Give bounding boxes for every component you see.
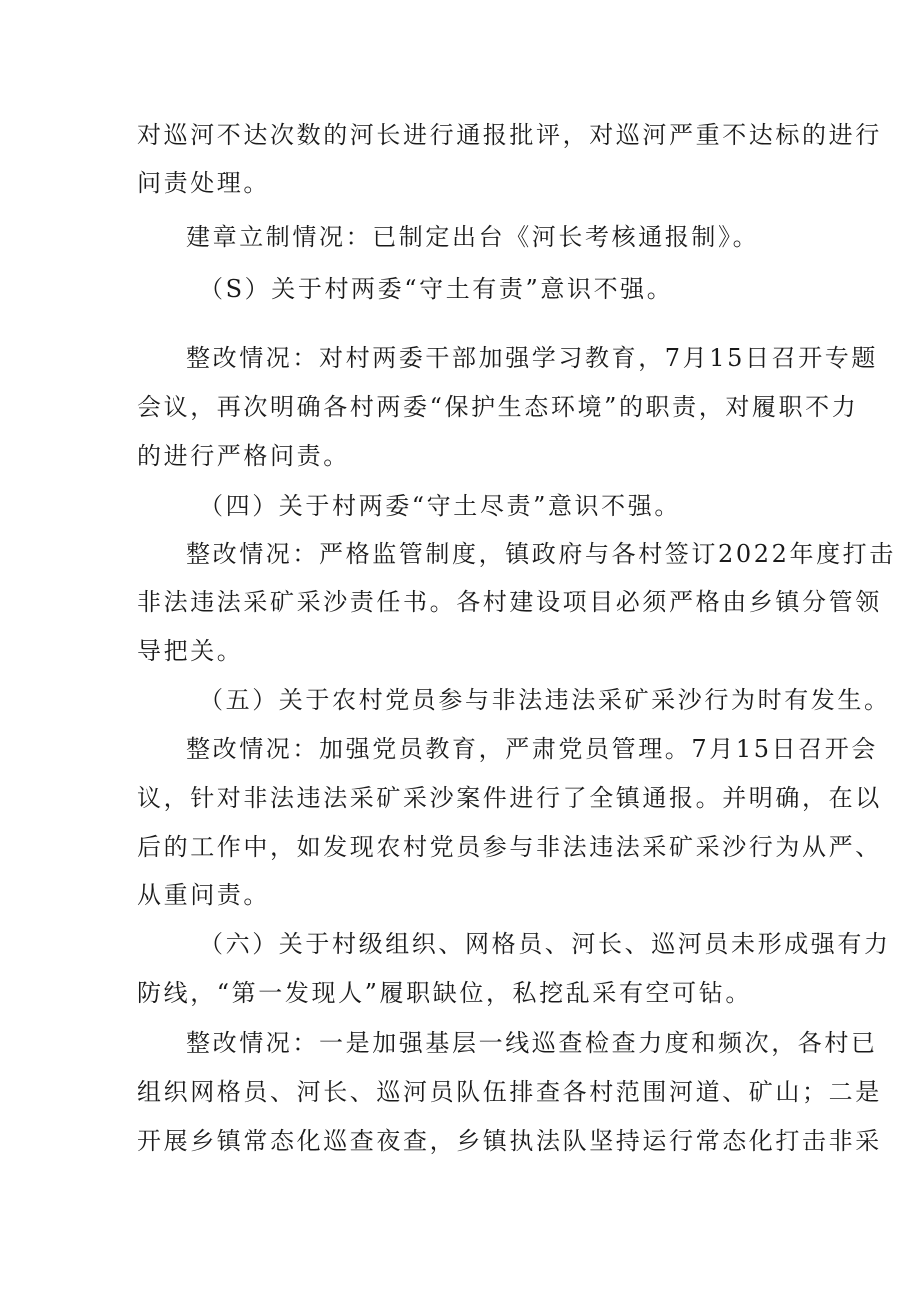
section-heading-continued: 防线，“第一发现人”履职缺位，私挖乱采有空可钻。: [137, 979, 752, 1007]
body-line: 导把关。: [137, 637, 244, 665]
body-line: 问责处理。: [137, 169, 270, 197]
body-line: 后的工作中，如发现农村党员参与非法违法采矿采沙行为从严、: [137, 833, 882, 861]
body-line: 从重问责。: [137, 881, 270, 909]
body-line: 非法违法采矿采沙责任书。各村建设项目必须严格由乡镇分管领: [137, 588, 882, 616]
section-heading: （五）关于农村党员参与非法违法采矿采沙行为时有发生。: [199, 686, 891, 714]
body-line: 整改情况：加强党员教育，严肃党员管理。7月15日召开会: [186, 735, 879, 763]
body-line: 建章立制情况：已制定出台《河长考核通报制》。: [186, 223, 760, 251]
body-line: 对巡河不达次数的河长进行通报批评，对巡河严重不达标的进行: [137, 121, 882, 149]
body-line: 整改情况：严格监管制度，镇政府与各村签订2022年度打击: [186, 540, 896, 568]
body-line: 整改情况：对村两委干部加强学习教育，7月15日召开专题: [186, 344, 879, 372]
section-heading: （S）关于村两委“守土有责”意识不强。: [199, 275, 674, 303]
body-line: 会议，再次明确各村两委“保护生态环境”的职责，对履职不力: [137, 393, 859, 421]
section-heading: （六）关于村级组织、网格员、河长、巡河员未形成强有力: [199, 930, 891, 958]
body-line: 的进行严格问责。: [137, 442, 350, 470]
body-line: 开展乡镇常态化巡查夜查，乡镇执法队坚持运行常态化打击非采: [137, 1127, 882, 1155]
body-line: 议，针对非法违法采矿采沙案件进行了全镇通报。并明确，在以: [137, 784, 882, 812]
body-line: 整改情况：一是加强基层一线巡查检查力度和频次，各村已: [186, 1029, 878, 1057]
body-line: 组织网格员、河长、巡河员队伍排查各村范围河道、矿山；二是: [137, 1078, 882, 1106]
section-heading: （四）关于村两委“守土尽责”意识不强。: [199, 492, 681, 520]
